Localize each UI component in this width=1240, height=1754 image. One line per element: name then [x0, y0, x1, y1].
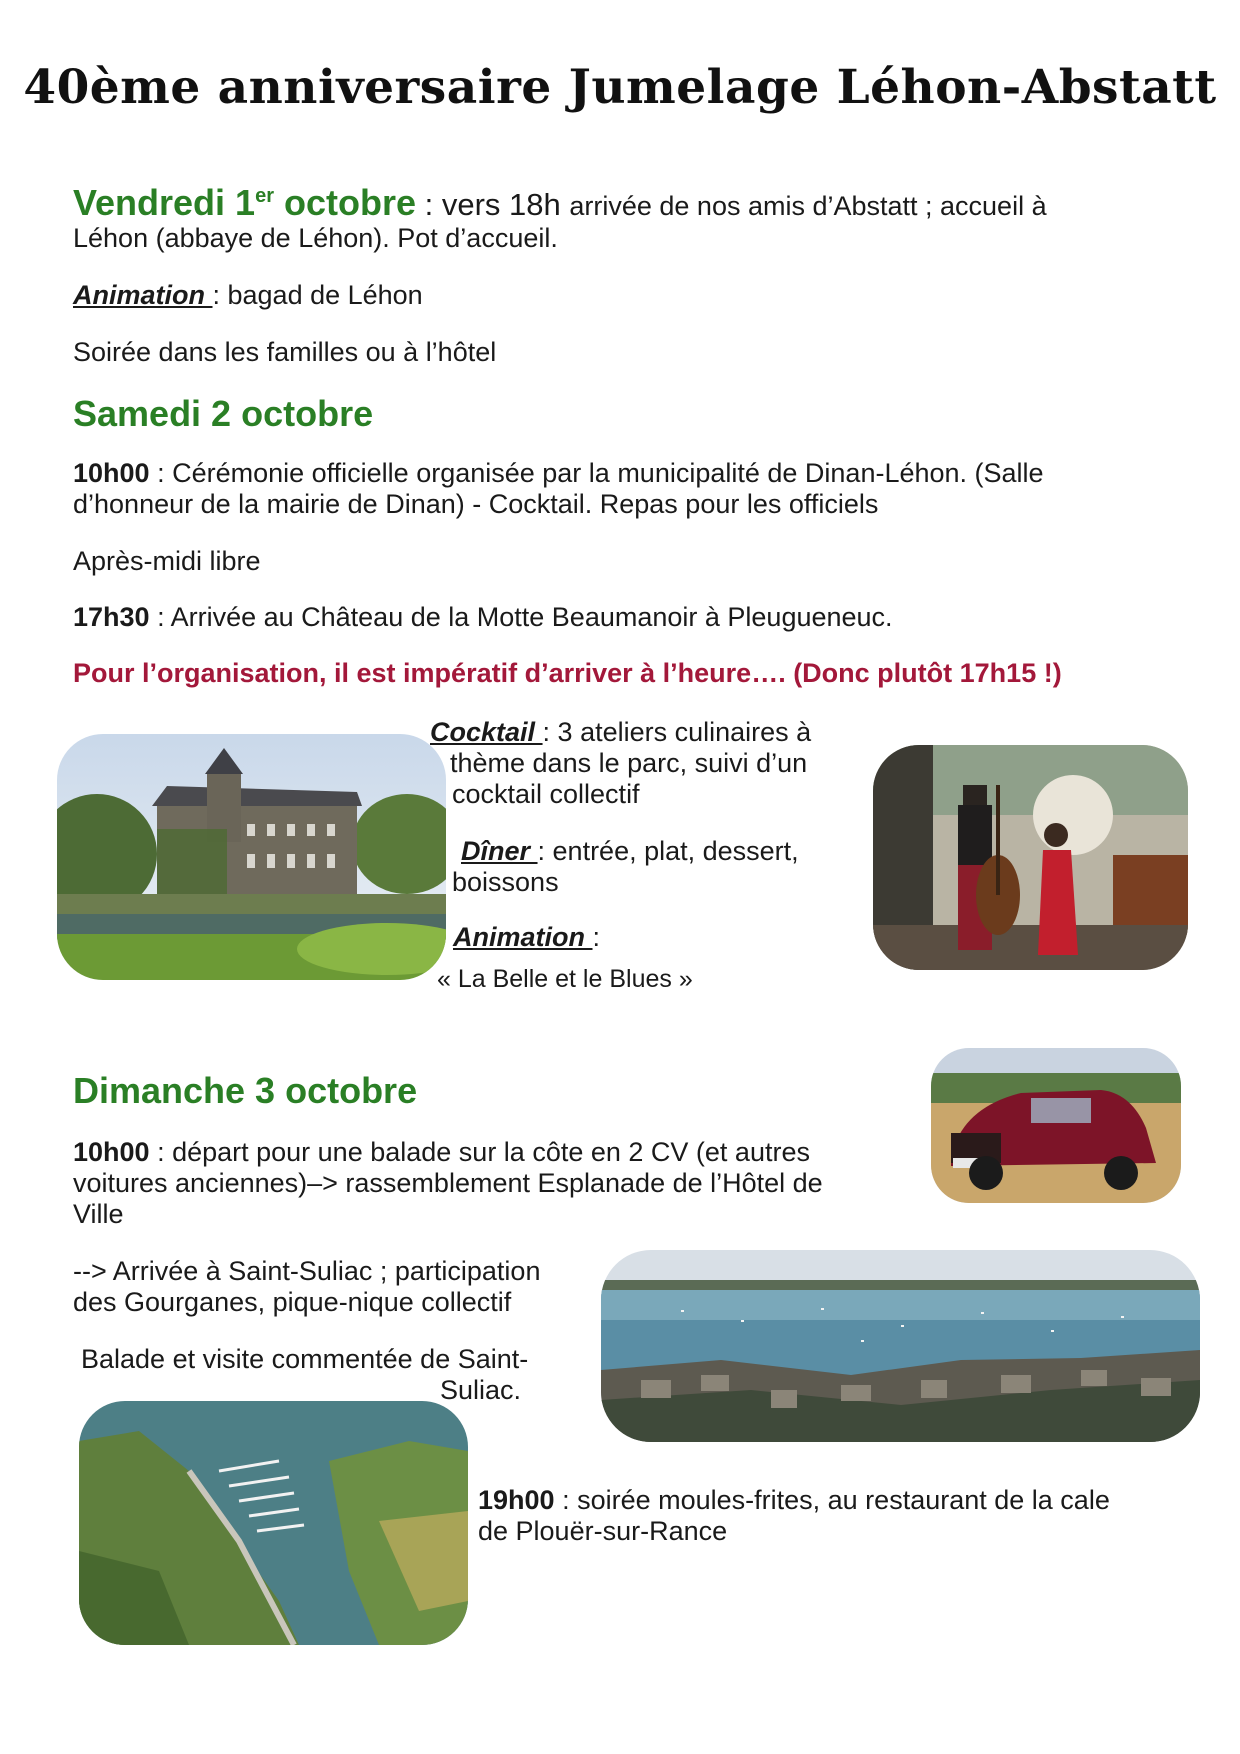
saturday-warning: Pour l’organisation, il est impératif d’arriver à l’heure…. (Donc plutôt 17h15 !) [73, 658, 1062, 688]
diner-line1 [461, 836, 799, 867]
marina-aerial-photo [79, 1401, 468, 1645]
saturday-animation [453, 922, 600, 953]
sunday-time1: 10h00 [73, 1137, 150, 1167]
animation-band: « La Belle et le Blues » [437, 965, 693, 993]
cocktail-label: Cocktail [430, 717, 543, 747]
cocktail-line3: cocktail collectif [452, 779, 640, 809]
sunday-visit-line1: Balade et visite commentée de Saint- [81, 1344, 529, 1374]
animation-label: Animation [73, 280, 213, 310]
saturday-afternoon: Après-midi libre [73, 546, 261, 576]
sunday-heading: Dimanche 3 octobre [73, 1070, 418, 1111]
sunday-departure-line2: voitures anciennes)–> rassemblement Esplanade de l’Hôtel de [73, 1168, 823, 1198]
animation-colon: : [592, 922, 601, 952]
friday-animation [73, 280, 423, 311]
saturday-ceremony-line2: d’honneur de la mairie de Dinan) - Cocktail. Repas pour les officiels [73, 489, 879, 519]
sunday-arrival-line1: --> Arrivée à Saint-Suliac ; participation [73, 1256, 541, 1286]
diner-line2: boissons [452, 867, 559, 897]
friday-heading: Vendredi 1er octobre [73, 182, 416, 223]
page-title: 40ème anniversaire Jumelage Léhon-Abstatt [23, 60, 1217, 115]
cocktail-text: : 3 ateliers culinaires à [542, 717, 812, 747]
sunday-arrival-line2: des Gourganes, pique-nique collectif [73, 1287, 512, 1317]
cocktail-line1 [430, 717, 811, 748]
2cv-car-photo [931, 1048, 1181, 1203]
sunday-departure-line1 [73, 1137, 810, 1168]
saint-suliac-bay-photo [601, 1250, 1200, 1442]
saturday-time1: 10h00 [73, 458, 150, 488]
musicians-photo [873, 745, 1188, 970]
animation-text: : bagad de Léhon [212, 280, 423, 310]
sunday-text2: : soirée moules-frites, au restaurant de la cale [554, 1485, 1110, 1515]
friday-line2: Léhon (abbaye de Léhon). Pot d’accueil. [73, 223, 558, 253]
cocktail-line2: thème dans le parc, suivi d’un [450, 748, 808, 778]
chateau-photo [57, 734, 446, 980]
sunday-visit-line2: Suliac. [440, 1375, 522, 1405]
diner-text: : entrée, plat, dessert, [537, 836, 799, 866]
friday-arrival-text: arrivée de nos amis d’Abstatt ; accueil à [569, 191, 1047, 221]
saturday-ceremony-line1 [73, 458, 1044, 489]
sunday-dinner-line1 [478, 1485, 1110, 1516]
sunday-time2: 19h00 [478, 1485, 555, 1515]
saturday-arrival [73, 602, 893, 633]
diner-label: Dîner [461, 836, 538, 866]
friday-evening: Soirée dans les familles ou à l’hôtel [73, 337, 497, 367]
sunday-departure-line3: Ville [73, 1199, 124, 1229]
saturday-text2: : Arrivée au Château de la Motte Beaumanoir à Pleugueneuc. [149, 602, 893, 632]
friday-line1 [73, 183, 1193, 223]
sunday-dinner-line2: de Plouër-sur-Rance [478, 1516, 728, 1546]
saturday-text1: : Cérémonie officielle organisée par la municipalité de Dinan-Léhon. (Salle [149, 458, 1044, 488]
friday-time: : vers 18h [416, 187, 570, 222]
animation-label: Animation [453, 922, 593, 952]
saturday-heading: Samedi 2 octobre [73, 393, 374, 434]
sunday-text1: : départ pour une balade sur la côte en 2 CV (et autres [149, 1137, 810, 1167]
saturday-time2: 17h30 [73, 602, 150, 632]
